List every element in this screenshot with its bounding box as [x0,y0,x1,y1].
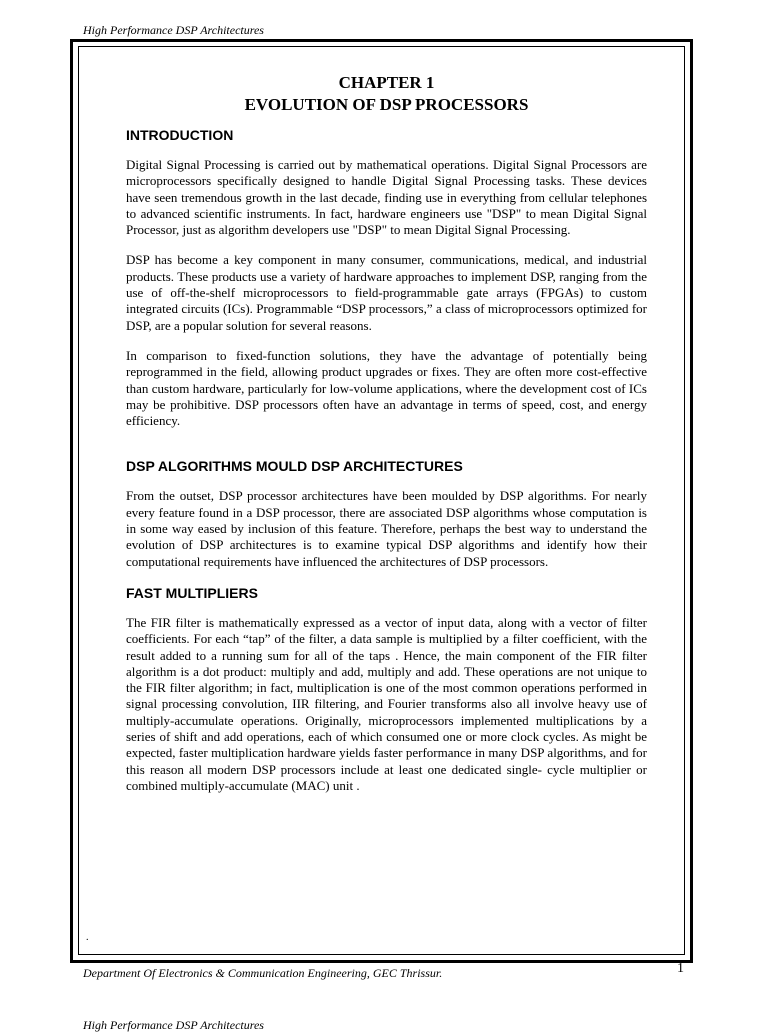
next-page-header: High Performance DSP Architectures [83,1018,264,1032]
paragraph: From the outset, DSP processor architectures have been moulded by DSP algorithms. For nearly every feature found in a DSP processor, there are associated DSP algorithms whose computation is in some way eased by inclusion of this feature. Therefore, perhaps the best way to understand the evolution of DSP architectures is to examine typical DSP algorithms and identify how their computational requirements have influenced the architectures of DSP processors. [126,488,647,569]
page-number: 1 [677,961,684,976]
paragraph: The FIR filter is mathematically expressed as a vector of input data, along with a vector of filter coefficients. For each “tap” of the filter, a data sample is multiplied by a filter coefficient, with the result added to a running sum for all of the taps . Hence, the main component of the FIR filter algorithm is a dot product: multiply and add, multiply and add. These operations are not unique to the FIR filter algorithm; in fact, multiplication is one of the most common operations performed in signal processing convolution, IIR filtering, and Fourier transforms also all involve heavy use of multiply-accumulate operations. Originally, microprocessors implemented multiplications by a series of shift and add operations, each of which consumed one or more clock cycles. As might be expected, faster multiplication hardware yields faster performance in many DSP algorithms, and for this reason all modern DSP processors include at least one dedicated single- cycle multiplier or combined multiply-accumulate (MAC) unit . [126,614,647,793]
running-header: High Performance DSP Architectures [83,23,693,41]
section-heading: INTRODUCTION [126,127,234,143]
section-heading: FAST MULTIPLIERS [126,584,258,601]
chapter-title: EVOLUTION OF DSP PROCESSORS [244,95,529,114]
paragraph: DSP has become a key component in many consumer, communications, medical, and industrial products. These products use a variety of hardware approaches to implement DSP, ranging from the use of off-the-shelf microprocessors to field-programmable gate arrays (FPGAs) to custom integrated circuits (ICs). Programmable “DSP processors,” a class of microprocessors optimized for DSP, are a popular solution for several reasons. [126,252,647,333]
section-heading: DSP ALGORITHMS MOULD DSP ARCHITECTURES [126,458,463,475]
section-dsp-algorithms [126,457,647,569]
stray-mark: . [86,932,89,943]
page-footer: Department Of Electronics & Communication Engineering, GEC Thrissur. [83,966,443,980]
chapter-number: CHAPTER 1 [338,73,435,92]
paragraph: In comparison to fixed-function solutions, they have the advantage of potentially being reprogrammed in the field, allowing product upgrades or fixes. They are often more cost-effective than custom hardware, particularly for low-volume applications, where the development cost of ICs may be prohibitive. DSP processors often have an advantage in terms of speed, cost, and energy efficiency. [126,347,647,429]
paragraph: Digital Signal Processing is carried out by mathematical operations. Digital Signal Processors are microprocessors specifically designed to handle Digital Signal Processing tasks. These devices have seen tremendous growth in the last decade, finding use in everything from cellular telephones to advanced scientific instruments. In fact, hardware engineers use "DSP" to mean Digital Signal Processor, just as algorithm developers use "DSP" to mean Digital Signal Processing. [126,157,647,238]
page-content [126,72,647,794]
section-introduction [126,126,647,429]
section-fast-multipliers [126,584,647,794]
